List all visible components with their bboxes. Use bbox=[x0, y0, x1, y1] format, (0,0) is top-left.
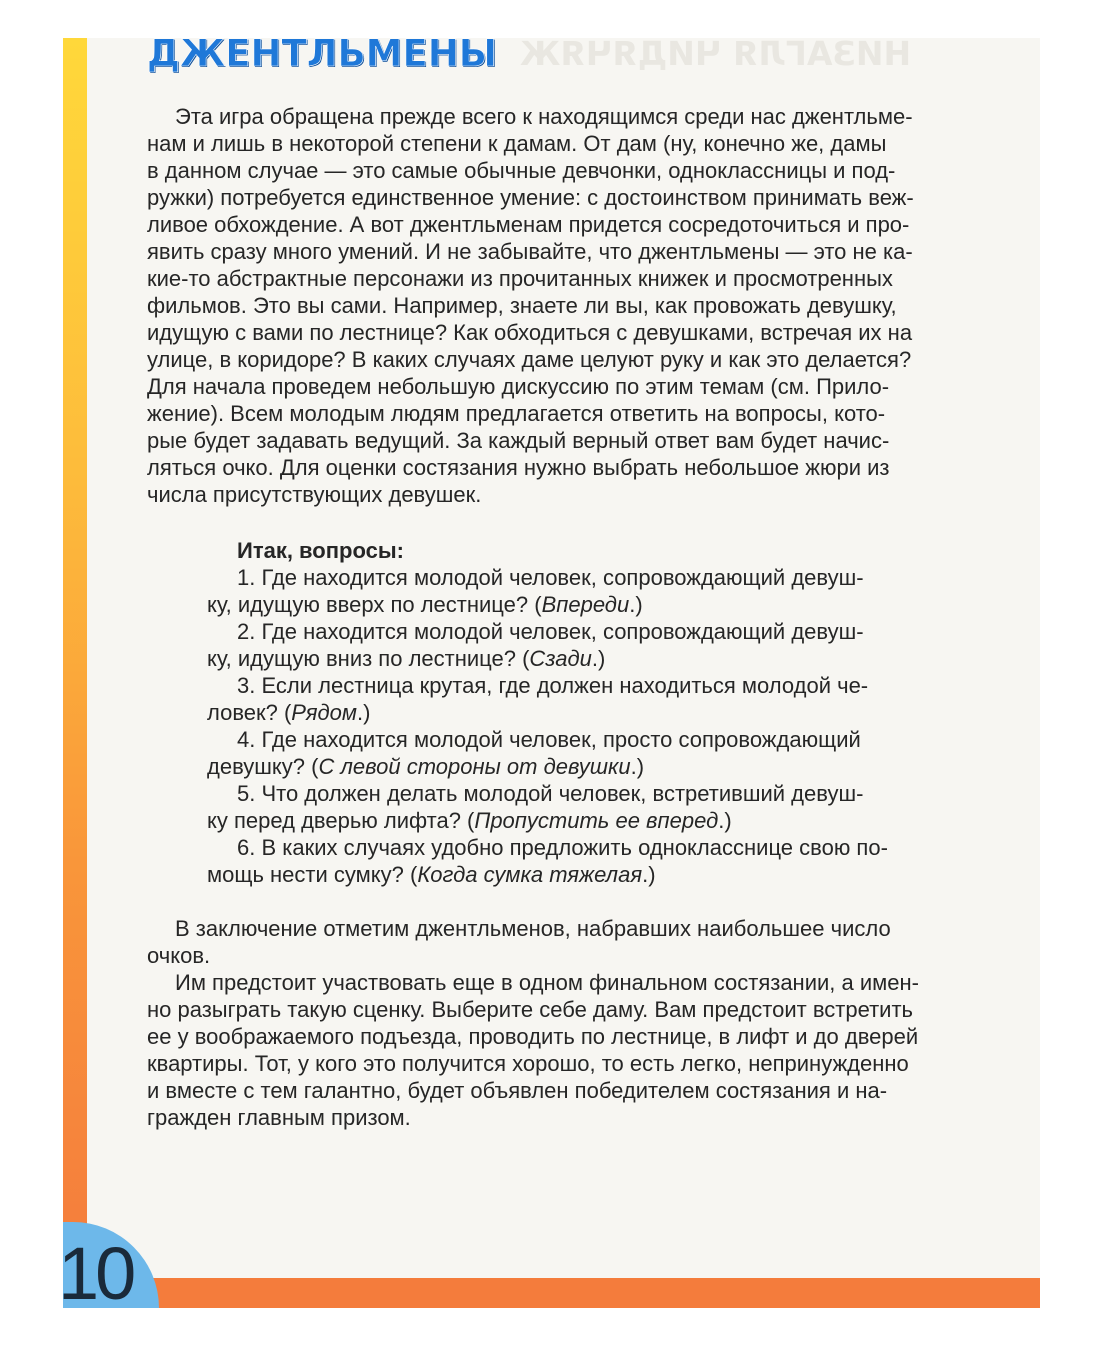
question-continuation bbox=[207, 699, 983, 726]
intro-paragraph bbox=[147, 103, 1040, 508]
text-line: Для начала проведем небольшую дискуссию по этим темам (см. Прило- bbox=[147, 374, 890, 399]
text-line: фильмов. Это вы сами. Например, знаете ли вы, как провожать девушку, bbox=[147, 293, 897, 318]
conclusion-paragraph bbox=[147, 915, 1040, 1131]
question-continuation bbox=[207, 807, 983, 834]
text-line: и вместе с тем галантно, будет объявлен победителем состязания и на- bbox=[147, 1078, 888, 1103]
text-line: но разыграть такую сценку. Выберите себе даму. Вам предстоит встретить bbox=[147, 997, 913, 1022]
bleed-through-title: НИЗАГЛЯ ЧИДЯЧЯЖ bbox=[520, 34, 912, 73]
text-line: ружки) потребуется единственное умение: с достоинством принимать веж- bbox=[147, 185, 914, 210]
question-answer: Когда сумка тяжелая bbox=[417, 862, 643, 887]
text-line: рые будет задавать ведущий. За каждый верный ответ вам будет начис- bbox=[147, 428, 890, 453]
text-line: В заключение отметим джентльменов, набравших наибольшее число bbox=[175, 916, 891, 941]
question-text: ку, идущую вверх по лестнице? ( bbox=[207, 592, 542, 617]
question-text: 2. Где находится молодой человек, сопровождающий девуш- bbox=[237, 619, 864, 644]
question-item bbox=[207, 672, 983, 726]
question-item bbox=[207, 726, 983, 780]
question-continuation bbox=[207, 591, 983, 618]
text-line: идущую с вами по лестнице? Как обходиться с девушками, встречая их на bbox=[147, 320, 913, 345]
question-text: 3. Если лестница крутая, где должен находиться молодой че- bbox=[237, 673, 869, 698]
text-line: явить сразу много умений. И не забывайте, что джентльмены — это не ка- bbox=[147, 239, 913, 264]
text-line: квартиры. Тот, у кого это получится хорошо, то есть легко, непринужденно bbox=[147, 1051, 909, 1076]
question-text: 5. Что должен делать молодой человек, встретивший девуш- bbox=[237, 781, 864, 806]
text-line: кие-то абстрактные персонажи из прочитанных книжек и просмотренных bbox=[147, 266, 893, 291]
page-title: ДЖЕНТЛЬМЕНЫ bbox=[147, 32, 498, 75]
intro-text bbox=[147, 103, 1040, 508]
question-suffix: .) bbox=[629, 592, 643, 617]
question-item bbox=[207, 834, 983, 888]
text-line: нам и лишь в некоторой степени к дамам. От дам (ну, конечно же, дамы bbox=[147, 131, 887, 156]
question-continuation bbox=[207, 645, 983, 672]
text-line: ливое обхождение. А вот джентльменам придется сосредоточиться и про- bbox=[147, 212, 910, 237]
conclusion-text bbox=[147, 915, 1040, 1131]
question-suffix: .) bbox=[591, 646, 606, 671]
question-text: мощь нести сумку? ( bbox=[207, 862, 418, 887]
text-line: улице, в коридоре? В каких случаях даме целуют руку и как это делается? bbox=[147, 347, 912, 372]
question-continuation bbox=[207, 861, 983, 888]
text-line: в данном случае — это самые обычные девчонки, одноклассницы и под- bbox=[147, 158, 896, 183]
question-text: ловек? ( bbox=[207, 700, 292, 725]
questions-list bbox=[207, 537, 983, 888]
left-color-stripe bbox=[63, 38, 87, 1308]
question-suffix: .) bbox=[356, 700, 371, 725]
question-text: 4. Где находится молодой человек, просто сопровождающий bbox=[237, 727, 861, 752]
question-suffix: .) bbox=[718, 808, 732, 833]
question-text: ку, идущую вниз по лестнице? ( bbox=[207, 646, 530, 671]
text-line: очков. bbox=[147, 943, 211, 968]
text-line: Им предстоит участвовать еще в одном финальном состязании, а имен- bbox=[175, 970, 919, 995]
question-text: 6. В каких случаях удобно предложить однокласснице свою по- bbox=[237, 835, 888, 860]
question-text: ку перед дверью лифта? ( bbox=[207, 808, 475, 833]
question-text: 1. Где находится молодой человек, сопровождающий девуш- bbox=[237, 565, 864, 590]
question-answer: С левой стороны от девушки bbox=[318, 754, 631, 779]
question-continuation bbox=[207, 753, 983, 780]
text-line: гражден главным призом. bbox=[147, 1105, 411, 1130]
text-line: ляться очко. Для оценки состязания нужно выбрать небольшое жюри из bbox=[147, 455, 890, 480]
question-item bbox=[207, 618, 983, 672]
question-suffix: .) bbox=[630, 754, 645, 779]
text-line: числа присутствующих девушек. bbox=[147, 482, 482, 507]
question-answer: Впереди bbox=[541, 592, 630, 617]
questions-heading: Итак, вопросы: bbox=[237, 538, 404, 563]
question-item bbox=[207, 564, 983, 618]
question-suffix: .) bbox=[642, 862, 656, 887]
question-answer: Рядом bbox=[291, 700, 357, 725]
page-number: 10 bbox=[58, 1232, 133, 1315]
question-item bbox=[207, 780, 983, 834]
bottom-color-bar bbox=[63, 1278, 1040, 1308]
question-text: девушку? ( bbox=[207, 754, 319, 779]
text-line: Эта игра обращена прежде всего к находящимся среди нас джентльме- bbox=[175, 104, 913, 129]
text-line: жение). Всем молодым людям предлагается ответить на вопросы, кото- bbox=[147, 401, 886, 426]
text-line: ее у воображаемого подъезда, проводить по лестнице, в лифт и до дверей bbox=[147, 1024, 919, 1049]
question-answer: Сзади bbox=[529, 646, 592, 671]
question-answer: Пропустить ее вперед bbox=[474, 808, 719, 833]
